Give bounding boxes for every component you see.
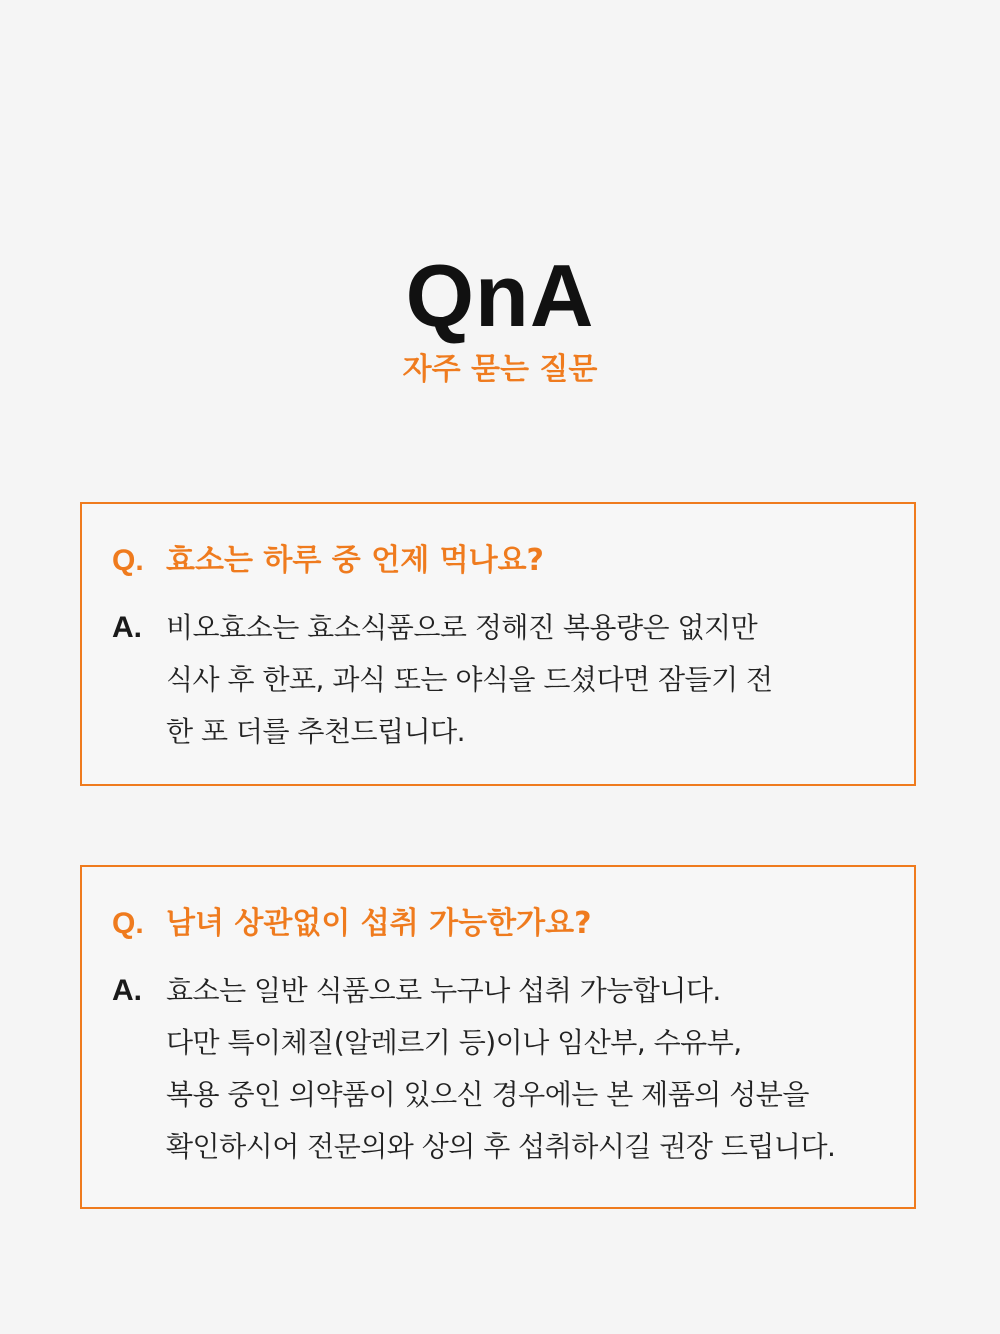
answer-line: 효소는 일반 식품으로 누구나 섭취 가능합니다. <box>166 974 721 1007</box>
answer-prefix: A. <box>112 974 142 1007</box>
answer-line: 확인하시어 전문의와 상의 후 섭취하시길 권장 드립니다. <box>166 1130 836 1163</box>
faq-question: 효소는 하루 중 언제 먹나요? <box>166 543 544 578</box>
answer-line: 복용 중인 의약품이 있으신 경우에는 본 제품의 성분을 <box>166 1078 809 1111</box>
faq-answer-row <box>112 602 894 758</box>
answer-line: 다만 특이체질(알레르기 등)이나 임산부, 수유부, <box>166 1026 742 1059</box>
faq-question: 남녀 상관없이 섭취 가능한가요? <box>166 906 592 941</box>
faq-card <box>80 502 916 786</box>
question-prefix: Q. <box>112 544 144 577</box>
faq-answer <box>166 602 773 758</box>
page-title: QnA <box>405 246 595 345</box>
question-prefix: Q. <box>112 907 144 940</box>
answer-line: 식사 후 한포, 과식 또는 야식을 드셨다면 잠들기 전 <box>166 663 773 696</box>
page-subtitle: 자주 묻는 질문 <box>402 352 598 387</box>
answer-line: 한 포 더를 추천드립니다. <box>166 715 466 748</box>
page-header <box>0 248 1000 390</box>
faq-answer-row <box>112 965 894 1173</box>
answer-line: 비오효소는 효소식품으로 정해진 복용량은 없지만 <box>166 611 758 644</box>
faq-card <box>80 865 916 1209</box>
answer-prefix: A. <box>112 611 142 644</box>
faq-question-row <box>112 903 894 945</box>
faq-answer <box>166 965 835 1173</box>
faq-question-row <box>112 540 894 582</box>
